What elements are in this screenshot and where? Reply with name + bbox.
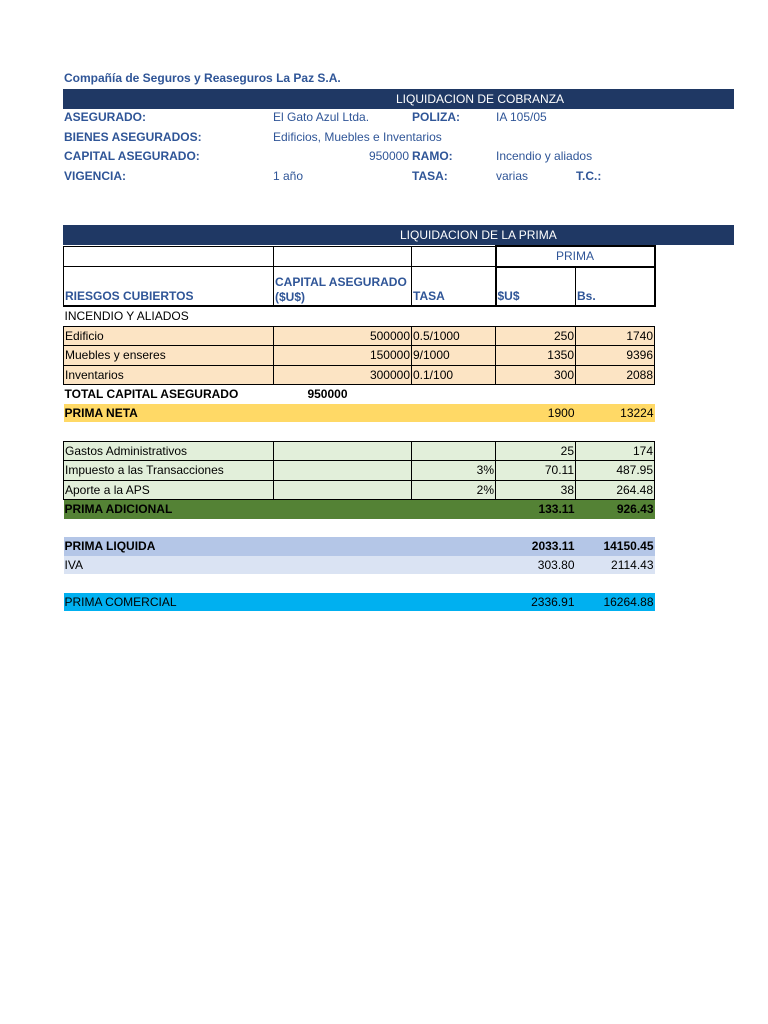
iva-usd: 303.80 xyxy=(496,556,576,575)
prima-neta-label: PRIMA NETA xyxy=(64,404,496,423)
prima-group-header-row xyxy=(64,246,655,267)
extra-bs: 264.48 xyxy=(576,480,655,500)
spacer-row xyxy=(64,519,655,538)
section-row xyxy=(64,306,655,326)
iva-bs: 2114.43 xyxy=(576,556,655,575)
extra-usd: 70.11 xyxy=(496,461,576,481)
table-row xyxy=(64,365,655,385)
capital-label: CAPITAL ASEGURADO: xyxy=(64,149,200,163)
table-row xyxy=(64,441,655,461)
prima-comercial-usd: 2336.91 xyxy=(496,593,576,612)
col-usd: $U$ xyxy=(496,267,576,307)
poliza-value: IA 105/05 xyxy=(496,110,547,124)
col-capital: CAPITAL ASEGURADO ($U$) xyxy=(274,267,412,307)
risk-bs: 2088 xyxy=(576,365,655,385)
column-header-row xyxy=(64,267,655,307)
extra-bs: 487.95 xyxy=(576,461,655,481)
extra-name: Gastos Administrativos xyxy=(64,441,274,461)
tasa-label: TASA: xyxy=(412,169,448,183)
prima-group-header: PRIMA xyxy=(496,246,655,267)
risk-name: Muebles y enseres xyxy=(64,346,274,366)
iva-row xyxy=(64,556,655,575)
extra-tasa xyxy=(412,441,496,461)
company-title: Compañía de Seguros y Reaseguros La Paz S.A. xyxy=(64,71,341,85)
iva-label: IVA xyxy=(64,556,496,575)
prima-adicional-label: PRIMA ADICIONAL xyxy=(64,500,496,519)
risk-usd: 1350 xyxy=(496,346,576,366)
table-row xyxy=(64,326,655,346)
poliza-label: POLIZA: xyxy=(412,110,460,124)
prima-comercial-label: PRIMA COMERCIAL xyxy=(64,593,496,612)
ramo-label: RAMO: xyxy=(412,149,453,163)
total-capital-value: 950000 xyxy=(307,387,348,402)
extra-usd: 25 xyxy=(496,441,576,461)
risk-usd: 300 xyxy=(496,365,576,385)
prima-comercial-row xyxy=(64,593,655,612)
prima-header-bar xyxy=(63,225,734,245)
spacer-row xyxy=(64,422,655,441)
prima-neta-usd: 1900 xyxy=(496,404,576,423)
extra-tasa: 3% xyxy=(412,461,496,481)
table-row xyxy=(64,461,655,481)
risk-tasa: 0.1/100 xyxy=(412,365,496,385)
risk-bs: 9396 xyxy=(576,346,655,366)
col-riesgos: RIESGOS CUBIERTOS xyxy=(64,267,274,307)
extra-name: Impuesto a las Transacciones xyxy=(64,461,274,481)
risk-tasa: 0.5/1000 xyxy=(412,326,496,346)
prima-adicional-bs: 926.43 xyxy=(576,500,655,519)
extra-tasa: 2% xyxy=(412,480,496,500)
capital-value: 950000 xyxy=(368,149,409,163)
total-capital-row xyxy=(64,385,655,404)
prima-liquida-bs: 14150.45 xyxy=(576,537,655,556)
prima-liquida-label: PRIMA LIQUIDA xyxy=(64,537,496,556)
cobranza-header-bar xyxy=(63,89,734,109)
prima-table xyxy=(63,245,656,611)
total-capital-label: TOTAL CAPITAL ASEGURADO xyxy=(64,387,239,402)
prima-neta-bs: 13224 xyxy=(576,404,655,423)
prima-comercial-bs: 16264.88 xyxy=(576,593,655,612)
risk-capital: 150000 xyxy=(274,346,412,366)
risk-capital: 300000 xyxy=(274,365,412,385)
extra-name: Aporte a la APS xyxy=(64,480,274,500)
extra-bs: 174 xyxy=(576,441,655,461)
risk-bs: 1740 xyxy=(576,326,655,346)
table-row xyxy=(64,480,655,500)
bienes-value: Edificios, Muebles e Inventarios xyxy=(273,130,442,144)
vigencia-label: VIGENCIA: xyxy=(64,169,127,183)
asegurado-value: El Gato Azul Ltda. xyxy=(273,110,370,124)
extra-usd: 38 xyxy=(496,480,576,500)
asegurado-label: ASEGURADO: xyxy=(64,110,147,124)
ramo-value: Incendio y aliados xyxy=(496,149,593,163)
prima-liquida-row xyxy=(64,537,655,556)
risk-name: Inventarios xyxy=(64,365,274,385)
col-bs: Bs. xyxy=(576,267,655,307)
prima-adicional-usd: 133.11 xyxy=(496,500,576,519)
tasa-value: varias xyxy=(496,169,529,183)
prima-neta-row xyxy=(64,404,655,423)
risk-capital: 500000 xyxy=(274,326,412,346)
tc-label: T.C.: xyxy=(576,169,602,183)
prima-title: LIQUIDACION DE LA PRIMA xyxy=(400,228,557,242)
prima-liquida-usd: 2033.11 xyxy=(496,537,576,556)
risk-name: Edificio xyxy=(64,326,274,346)
section-label: INCENDIO Y ALIADOS xyxy=(64,309,189,324)
risk-usd: 250 xyxy=(496,326,576,346)
prima-adicional-row xyxy=(64,500,655,519)
spacer-row xyxy=(64,574,655,593)
col-tasa: TASA xyxy=(412,267,496,307)
table-row xyxy=(64,346,655,366)
vigencia-value: 1 año xyxy=(273,169,304,183)
cobranza-title: LIQUIDACION DE COBRANZA xyxy=(396,92,565,106)
bienes-label: BIENES ASEGURADOS: xyxy=(64,130,202,144)
risk-tasa: 9/1000 xyxy=(412,346,496,366)
